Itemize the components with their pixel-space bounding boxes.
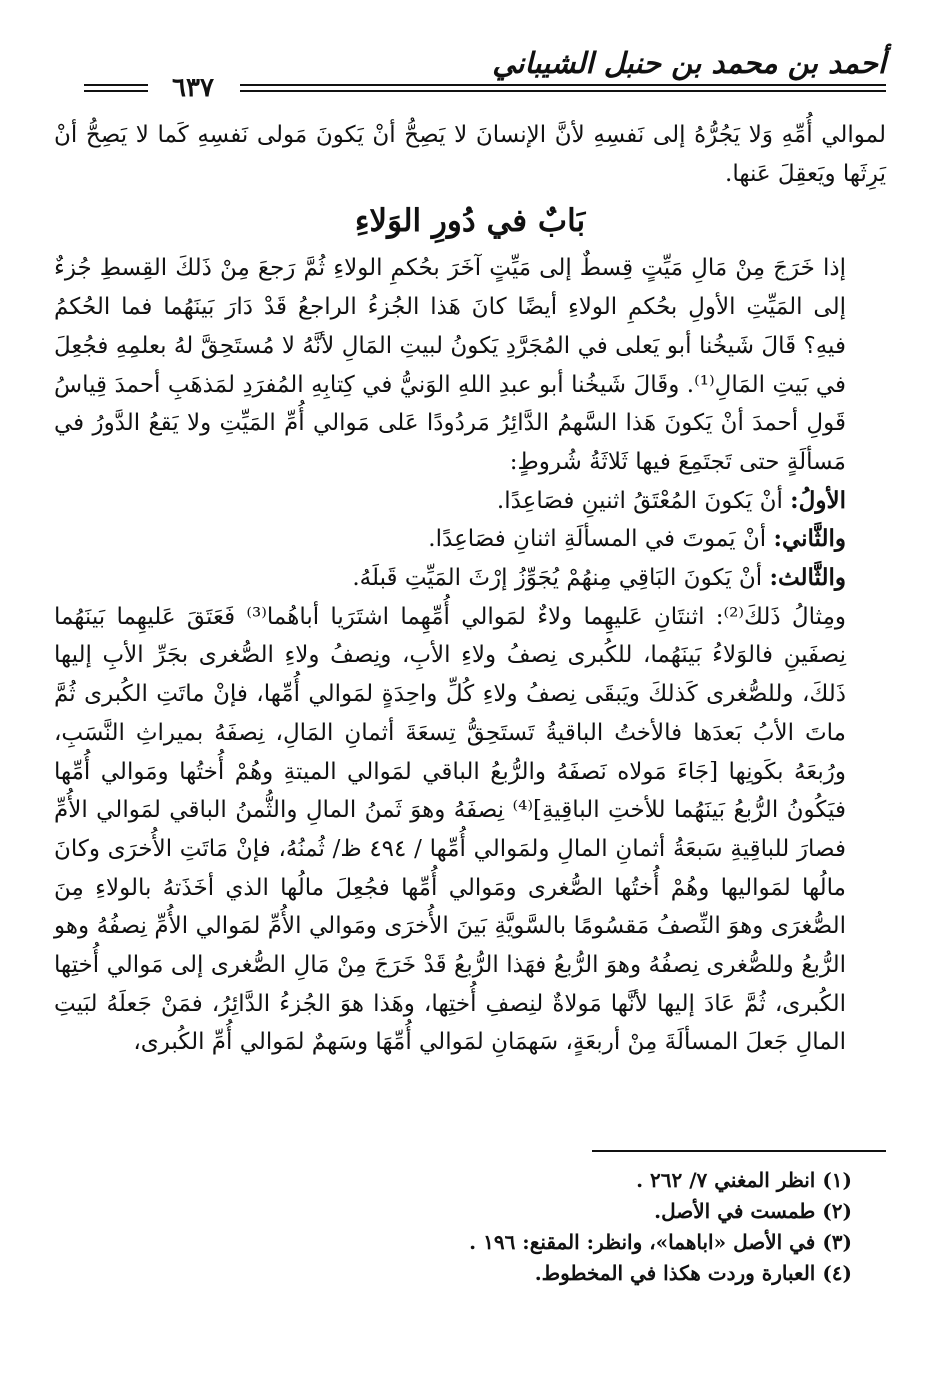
footnotes — [72, 1165, 852, 1289]
header-rule-long-bottom — [240, 90, 886, 92]
running-title: أحمد بن محمد بن حنبل الشيباني — [492, 46, 886, 80]
condition-1 — [54, 482, 886, 521]
condition-1-text: أنْ يَكونَ المُعْتَقُ اثنينِ فصَاعِدًا. — [496, 487, 783, 514]
intro-paragraph: لموالي أُمِّهِ وَلا يَجُرُّهُ إلى نَفسِهِ لأنَّ الإنسانَ لا يَصِحُّ أنْ يَكونَ مَولى نَفسِهِ كَما لا يَصِحُّ أنْ يَرِثَها ويَعقِلَ عَنها. — [54, 122, 886, 187]
chapter-heading: بَابٌ في دُورِ الوَلاءِ — [354, 203, 586, 240]
paragraph-2: ومِثالُ ذَلكَ⁽²⁾: اثنتَانِ عَليهِما ولاءٌ لمَوالي أُمِّهِما اشتَرَيا أباهُما⁽³⁾ فَعَتَقَ عَليهِما بَينَهُما نِصفَينِ فالوَلاءُ بَينَهُما، للكُبرى نِصفُ ولاءِ الأبِ، ونِصفُ ولاءِ الصُّغرى بجَرِّ الأبِ إليها ذَلكَ، وللصُّغرى كَذلكَ ويَبقَى نِصفُ ولاءِ كُلِّ واحِدَةٍ لمَوالي أُمِّها، فإنْ ماتَتِ الكُبرى ثُمَّ ماتَ الأبُ بَعدَها فالأختُ الباقيةُ تَستَحِقُّ تِسعَةَ أثمانِ المَالِ، نِصفَهُ بميراثِ النَّسَبِ، ورُبعَهُ بكَونِها [جَاءَ مَولاه نَصفَهُ والرُّبعُ الباقي لمَوالي الميتةِ وهُمْ أُختُها ومَوالي أُمِّها فيَكُونُ الرُّبعُ بَينَهُما للأختِ الباقِيةِ]⁽⁴⁾ نِصفَهُ وهوَ ثَمنُ المالِ والثُّمنُ الباقي لمَوالي الأُمِّ فصارَ للباقِيةِ سَبعَةُ أثمانِ المالِ ولمَوالي أُمِّها / ٤٩٤ ظ/ ثُمنُهُ، فإنْ مَاتَتِ الأُخرَى وكانَ مالُها لمَواليها وهُمْ أُختُها الصُّغرى ومَوالي أُمِّها فجُعِلَ مالُها الذي أخَذَتهُ بالولاءِ مِنَ الصُّغرَى وهوَ النِّصفُ مَقسُومًا بالسَّويَّةِ بَينَ الأُخرَى ومَوالي الأُمِّ لمَوالي الأُمِّ نِصفُهُ وهو الرُّبعُ وللصُّغرى نِصفُهُ وهوَ الرُّبعُ فهَذا الرُّبعُ قَدْ خَرَجَ مِنْ مَالِ الصُّغرى إلى مَوالي أُختِها الكُبرى، ثُمَّ عَادَ إليها لأنَّها مَولاةٌ لنِصفِ أُختِها، وهَذا هوَ الجُزءُ الدَّائِرُ، فمَنْ جَعلَهُ لبَيتِ المالِ جَعلَ المسألَةَ مِنْ أربعَةٍ، سَهمَانِ لمَوالي أُمِّهَا وسَهمٌ لمَوالي أُمِّ الكُبرى، — [54, 603, 847, 1056]
page-number: ٦٣٧ — [172, 73, 214, 103]
header-rule-short-bottom — [84, 90, 148, 92]
footnote-3: (٣) في الأصل «اباهما»، وانظر: المقنع: ١٩٦ . — [469, 1230, 852, 1254]
condition-3 — [54, 559, 886, 598]
condition-1-label: الأولُ: — [790, 486, 846, 514]
condition-3-label: والثَّالث: — [769, 564, 846, 592]
condition-2-text: أنْ يَموتَ في المسألَةِ اثنانِ فصَاعِدًا. — [428, 526, 767, 553]
condition-2 — [54, 520, 886, 559]
condition-3-text: أنْ يَكونَ البَاقِي مِنهُمْ يُجَوِّزُ إرْثَ المَيِّتِ قَبلَهُ. — [352, 565, 763, 592]
paragraph-1: إذا خَرَجَ مِنْ مَالِ مَيِّتٍ قِسطٌ إلى مَيِّتٍ آخَرَ بحُكمِ الولاءِ ثُمَّ رَجعَ مِنْ ذَلكَ القِسطِ جُزءٌ إلى المَيِّتِ الأولِ بحُكمِ الولاءِ أيضًا كانَ هَذا الجُزءُ الراجعُ قَدْ دَارَ بَينَهُما فما الحُكمُ فيهِ؟ قَالَ شَيخُنا أبو يَعلى في المُجَرَّدِ يَكونُ لبيتِ المَالِ لأنَّهُ لا مُستَحِقَّ لهُ بعلمِهِ فجُعِلَ في بَيتِ المَالِ⁽¹⁾. وقَالَ شَيخُنا أبو عبدِ اللهِ الوَنيُّ في كِتابِهِ المُفرَدِ لمَذهَبِ أحمدَ قِياسُ قَولِ أحمدَ أنْ يَكونَ هَذا السَّهمُ الدَّائِرُ مَردُودًا عَلى مَوالي أُمِّ المَيِّتِ ولا يَقعُ الدَّورُ في مَسألَةٍ حتى تَجتَمِعَ فيها ثَلاثَةُ شُروطٍ: — [54, 255, 846, 475]
header-rule-short-top — [84, 84, 148, 86]
footnote-separator — [592, 1150, 886, 1152]
footnote-2: (٢) طمست في الأصل. — [654, 1199, 852, 1223]
footnote-4: (٤) العبارة وردت هكذا في المخطوط. — [534, 1261, 852, 1285]
condition-2-label: والثَّاني: — [773, 525, 846, 553]
header-rule-long-top — [240, 84, 886, 86]
main-text — [54, 116, 886, 1062]
footnote-1: (١) انظر المغني ٧/ ٢٦٢ . — [636, 1168, 852, 1192]
